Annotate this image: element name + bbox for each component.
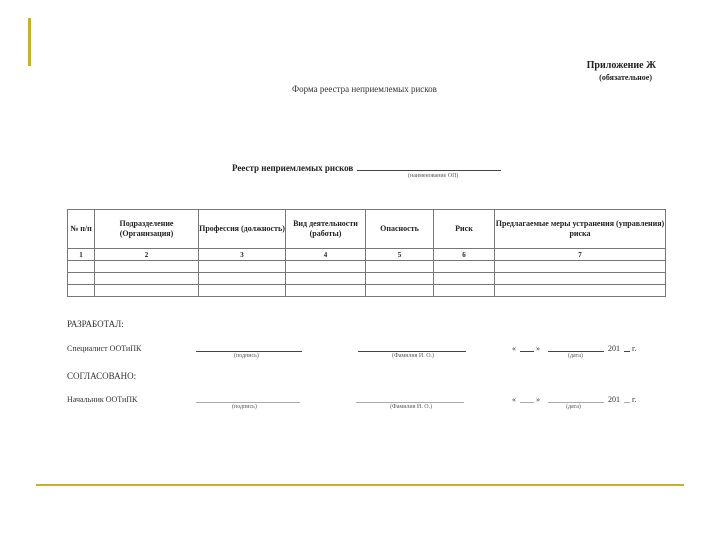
- table-cell: [68, 273, 95, 285]
- header-activity: Вид деятельности (работы): [286, 210, 366, 249]
- registry-hint: (наименование ОП): [408, 173, 459, 179]
- table-cell: [95, 285, 199, 297]
- header-profession: Профессия (должность): [199, 210, 286, 249]
- approved-signature-line: [196, 402, 300, 403]
- approved-date-open-quote: «: [512, 395, 516, 404]
- table-cell: [495, 285, 666, 297]
- approved-year: 201: [608, 395, 620, 404]
- header-hazard: Опасность: [366, 210, 434, 249]
- form-title: Форма реестра неприемлемых рисков: [292, 84, 437, 94]
- annex-heading: [587, 60, 656, 82]
- table-cell: [366, 285, 434, 297]
- accent-bar: [28, 18, 31, 66]
- column-number: 7: [495, 249, 666, 261]
- table-header-row: [68, 210, 666, 249]
- column-number: 4: [286, 249, 366, 261]
- table-cell: [199, 285, 286, 297]
- table-cell: [366, 273, 434, 285]
- column-number: 5: [366, 249, 434, 261]
- header-measures: Предлагаемые меры устранения (управления) риска: [495, 210, 666, 249]
- table-cell: [495, 261, 666, 273]
- table-row: [68, 261, 666, 273]
- developed-date-open-quote: «: [512, 344, 516, 353]
- developed-month-line: [548, 351, 604, 352]
- registry-heading: [232, 162, 501, 173]
- risk-table: [67, 209, 666, 297]
- header-risk: Риск: [434, 210, 495, 249]
- table-row: [68, 285, 666, 297]
- developed-signature-hint: (подпись): [234, 353, 259, 359]
- column-number: 3: [199, 249, 286, 261]
- approved-day-line: [520, 402, 534, 403]
- table-row: [68, 273, 666, 285]
- approved-year-line: [624, 402, 630, 403]
- table-cell: [286, 273, 366, 285]
- header-number: № п/п: [68, 210, 95, 249]
- table-cell: [68, 261, 95, 273]
- approved-year-suffix: г.: [632, 395, 637, 404]
- table-cell: [95, 273, 199, 285]
- table-cell: [434, 261, 495, 273]
- registry-name-line: [357, 162, 501, 171]
- table-cell: [366, 261, 434, 273]
- annex-title: Приложение Ж: [586, 60, 656, 71]
- registry-label: Реестр неприемлемых рисков: [232, 163, 354, 173]
- column-number-row: [68, 249, 666, 261]
- table-cell: [286, 285, 366, 297]
- approved-role: Начальник ООТиПК: [67, 395, 138, 404]
- column-number: 6: [434, 249, 495, 261]
- approved-month-line: [548, 402, 604, 403]
- annex-subtitle: (обязательное): [599, 73, 652, 82]
- developed-date-hint: (дата): [568, 353, 583, 359]
- table-cell: [434, 285, 495, 297]
- footer-rule: [36, 484, 684, 486]
- developed-year-line: [624, 351, 630, 352]
- column-number: 2: [95, 249, 199, 261]
- developed-year-suffix: г.: [632, 344, 637, 353]
- developed-name-hint: (Фамилия И. О.): [392, 353, 435, 359]
- table-cell: [434, 273, 495, 285]
- table-cell: [199, 261, 286, 273]
- table-cell: [95, 261, 199, 273]
- approved-name-line: [356, 402, 464, 403]
- developed-day-line: [520, 351, 534, 352]
- approved-heading: СОГЛАСОВАНО:: [67, 371, 137, 381]
- developed-role: Специалист ООТиПК: [67, 344, 142, 353]
- column-number: 1: [68, 249, 95, 261]
- table-cell: [286, 261, 366, 273]
- table-cell: [495, 273, 666, 285]
- table-cell: [199, 273, 286, 285]
- approved-name-hint: (Фамилия И. О.): [390, 404, 433, 410]
- table-cell: [68, 285, 95, 297]
- approved-signature-hint: (подпись): [232, 404, 257, 410]
- developed-year: 201: [608, 344, 620, 353]
- approved-date-close-quote: »: [536, 395, 540, 404]
- developed-signature-line: [196, 351, 302, 352]
- developed-name-line: [358, 351, 466, 352]
- header-department: Подразделение (Организация): [95, 210, 199, 249]
- developed-heading: РАЗРАБОТАЛ:: [67, 319, 124, 329]
- developed-date-close-quote: »: [536, 344, 540, 353]
- approved-date-hint: (дата): [566, 404, 581, 410]
